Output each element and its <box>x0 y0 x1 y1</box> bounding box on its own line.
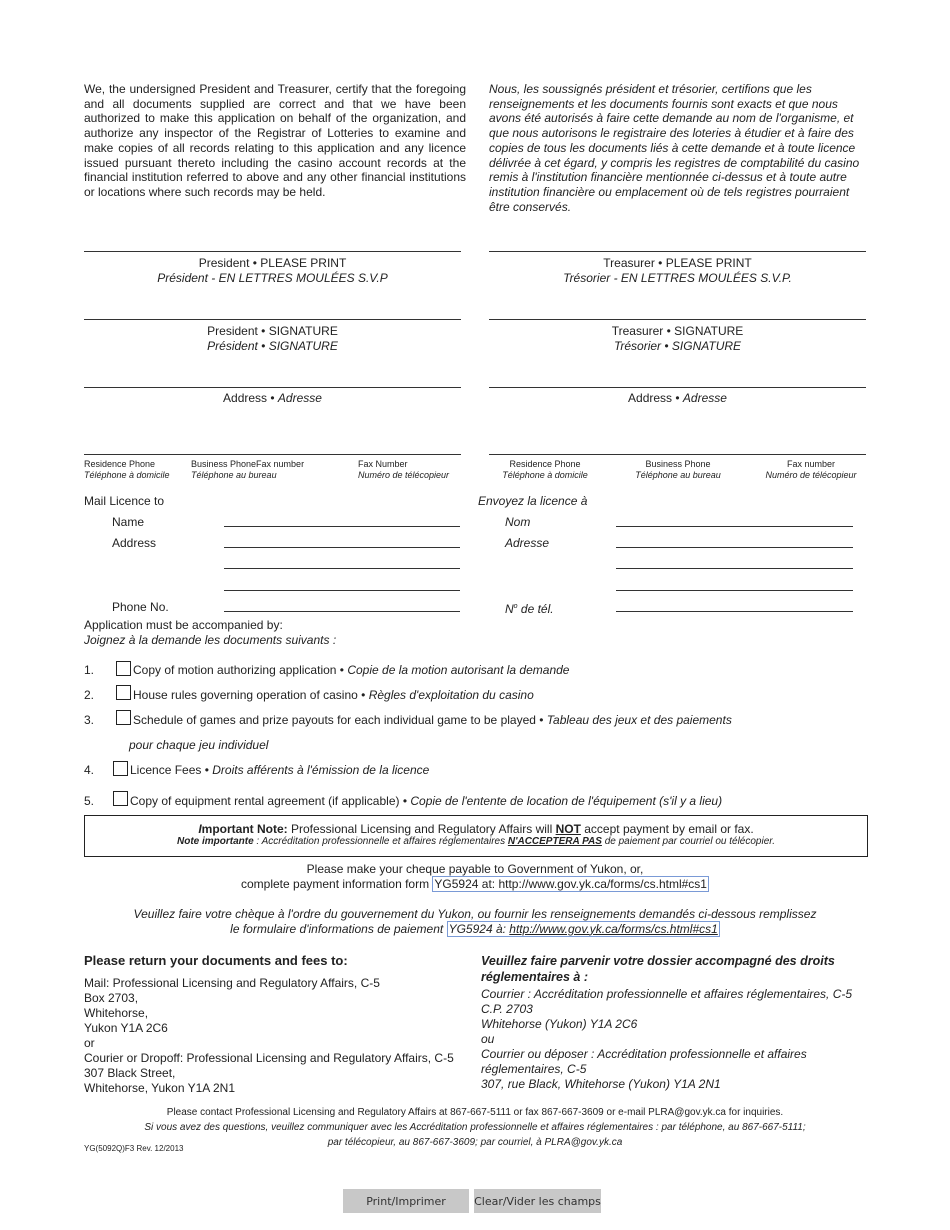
president-signature-label: President • SIGNATURE Président • SIGNATURE <box>207 324 338 353</box>
payment-info-fr: Veuillez faire votre chèque à l'ordre du gouvernement du Yukon, ou fournir les renseignements demandés ci-dessous remplissez le formulaire d'informations de paiement YG5924 à: http://www.gov.yk.ca/forms/cs.html#cs1 <box>133 907 817 936</box>
president-fax-label: Fax Number Numéro de télécopieur <box>358 459 450 480</box>
mail-address-field-en-1[interactable] <box>224 547 460 548</box>
checklist-number-1: 1. <box>84 663 95 677</box>
president-print-label: President • PLEASE PRINT Président - EN LETTRES MOULÉES S.V.P <box>157 256 388 285</box>
clear-fields-button[interactable]: Clear/Vider les champs <box>474 1189 601 1213</box>
return-heading-en: Please return your documents and fees to: <box>84 953 348 968</box>
president-address-label: Address • Adresse <box>223 391 322 405</box>
treasurer-phone-line[interactable] <box>489 454 866 455</box>
return-address-en: Mail: Professional Licensing and Regulatory Affairs, C-5 Box 2703, Whitehorse, Yukon Y1A 2C6 or Courier or Dropoff: Professional Licensing and Regulatory Affairs, C-5 307 Black Street, Whitehorse, Yukon Y1A 2N1 <box>84 976 454 1095</box>
mail-licence-heading-fr: Envoyez la licence à <box>478 494 588 508</box>
mail-address-field-en-3[interactable] <box>224 590 460 591</box>
payment-form-link-fr[interactable]: YG5924 à: http://www.gov.yk.ca/forms/cs.html#cs1 <box>448 921 718 936</box>
treasurer-address-label: Address • Adresse <box>628 391 727 405</box>
mail-address-field-fr-1[interactable] <box>616 547 853 548</box>
checklist-number-5: 5. <box>84 794 95 808</box>
accompany-heading-en: Application must be accompanied by: <box>84 618 283 632</box>
mail-address-field-fr-3[interactable] <box>616 590 853 591</box>
mail-licence-heading-en: Mail Licence to <box>84 494 165 508</box>
treasurer-address-line[interactable] <box>489 387 866 388</box>
mail-phone-field-fr[interactable] <box>616 611 853 612</box>
return-heading-fr: Veuillez faire parvenir votre dossier accompagné des droits réglementaires à : <box>481 954 835 984</box>
print-button[interactable]: Print/Imprimer <box>343 1189 469 1213</box>
certification-text-en: We, the undersigned President and Treasurer, certify that the foregoing and all documents supplied are correct and that we have been authorized to make this application on behalf of the organization, and authorize any inspector of the Registrar of Lotteries to examine and make copies of all records relating to this application and any licence issued pursuant thereto including the casino account records at the financial institution referred to above and any other financial institutions or locations where such records may be held. <box>84 82 466 199</box>
mail-address-field-en-2[interactable] <box>224 568 460 569</box>
president-business-phone-label: Business PhoneFax number Téléphone au bureau <box>191 459 305 480</box>
president-phone-line[interactable] <box>84 454 461 455</box>
mail-name-label-en: Name <box>112 515 145 529</box>
checklist-checkbox-4[interactable] <box>113 761 128 776</box>
treasurer-signature-label: Treasurer • SIGNATURE Trésorier • SIGNATURE <box>611 324 744 353</box>
mail-address-field-fr-2[interactable] <box>616 568 853 569</box>
treasurer-signature-line[interactable] <box>489 319 866 320</box>
treasurer-print-line[interactable] <box>489 251 866 252</box>
mail-phone-field-en[interactable] <box>224 611 460 612</box>
accompany-heading-fr: Joignez à la demande les documents suivants : <box>84 633 337 647</box>
form-code: YG(5092Q)F3 Rev. 12/2013 <box>84 1144 184 1153</box>
checklist-item-1: Copy of motion authorizing application • Copie de la motion autorisant la demande <box>133 663 570 677</box>
payment-info-en: Please make your cheque payable to Government of Yukon, or, complete payment information form YG5924 at: http://www.gov.yk.ca/forms/cs.html#cs1 <box>241 862 707 891</box>
treasurer-fax-label: Fax number Numéro de télécopieur <box>765 459 857 480</box>
checklist-number-3: 3. <box>84 713 95 727</box>
checklist-number-4: 4. <box>84 763 95 777</box>
important-note-en: Important Note: Professional Licensing and Regulatory Affairs will NOT accept payment by email or fax. <box>198 822 754 836</box>
treasurer-residence-phone-label: Residence Phone Téléphone à domicile <box>502 459 588 480</box>
checklist-item-3-cont: pour chaque jeu individuel <box>129 738 269 752</box>
president-signature-line[interactable] <box>84 319 461 320</box>
checklist-checkbox-3[interactable] <box>116 710 131 725</box>
checklist-item-4: Licence Fees • Droits afférents à l'émission de la licence <box>130 763 430 777</box>
mail-phone-label-en: Phone No. <box>112 600 169 614</box>
checklist-checkbox-1[interactable] <box>116 661 131 676</box>
checklist-number-2: 2. <box>84 688 95 702</box>
president-print-line[interactable] <box>84 251 461 252</box>
president-address-line[interactable] <box>84 387 461 388</box>
checklist-checkbox-2[interactable] <box>116 685 131 700</box>
return-address-fr: Courrier : Accréditation professionnelle et affaires réglementaires, C-5 C.P. 2703 Whitehorse (Yukon) Y1A 2C6 ou Courrier ou déposer : Accréditation professionnelle et affaires réglementaires, C-5 307, rue Black, Whitehorse (Yukon) Y1A 2N1 <box>481 987 853 1091</box>
checklist-item-5: Copy of equipment rental agreement (if applicable) • Copie de l'entente de location de l'équipement (s'il y a lieu) <box>130 794 723 808</box>
mail-phone-label-fr: $N^o$ de tél. <box>505 602 554 616</box>
payment-form-link-en[interactable]: YG5924 at: http://www.gov.yk.ca/forms/cs.html#cs1 <box>434 876 707 891</box>
important-note-fr: Note importante : Accréditation professionnelle et affaires réglementaires N'ACCEPTERA PAS de paiement par courriel ou télécopier. <box>176 836 775 847</box>
mail-name-label-fr: Nom <box>505 515 531 529</box>
certification-text-fr: Nous, les soussignés président et trésorier, certifions que les renseignements et les documents fournis sont exacts et que nous avons été autorisés à faire cette demande au nom de l'organisme, et que nous autorisons le registraire des loteries à étudier et à faire des copies de tous les documents liés à cette demande et à toute licence délivrée à cet égard, y compris les registres de comptabilité du casino remis à l'institution financière mentionnée ci-dessus et à toute autre institution financière ou emplacement où de tels registres pourraient être conservés. <box>489 82 860 214</box>
mail-name-field-en[interactable] <box>224 526 460 527</box>
checklist-item-3: Schedule of games and prize payouts for each individual game to be played • Tableau des jeux et des paiements <box>133 713 732 727</box>
president-residence-phone-label: Residence Phone Téléphone à domicile <box>84 459 170 480</box>
checklist-checkbox-5[interactable] <box>113 791 128 806</box>
mail-name-field-fr[interactable] <box>616 526 853 527</box>
checklist-item-2: House rules governing operation of casino • Règles d'exploitation du casino <box>133 688 534 702</box>
important-note-box <box>84 815 868 857</box>
mail-address-label-fr: Adresse <box>505 536 550 550</box>
treasurer-business-phone-label: Business Phone Téléphone au bureau <box>635 459 721 480</box>
mail-address-label-en: Address <box>112 536 157 550</box>
treasurer-print-label: Treasurer • PLEASE PRINT Trésorier - EN LETTRES MOULÉES S.V.P. <box>563 256 792 285</box>
contact-info: Please contact Professional Licensing and Regulatory Affairs at 867-667-5111 or fax 867-667-3609 or e-mail PLRA@gov.yk.ca for inquiries. Si vous avez des questions, veuillez communiquer avec les Accréditation professionnelle et affaires réglementaires : par téléphone, au 867-667-5111; par télécopieur, au 867-667-3609; par courriel, à PLRA@gov.yk.ca <box>144 1107 806 1148</box>
